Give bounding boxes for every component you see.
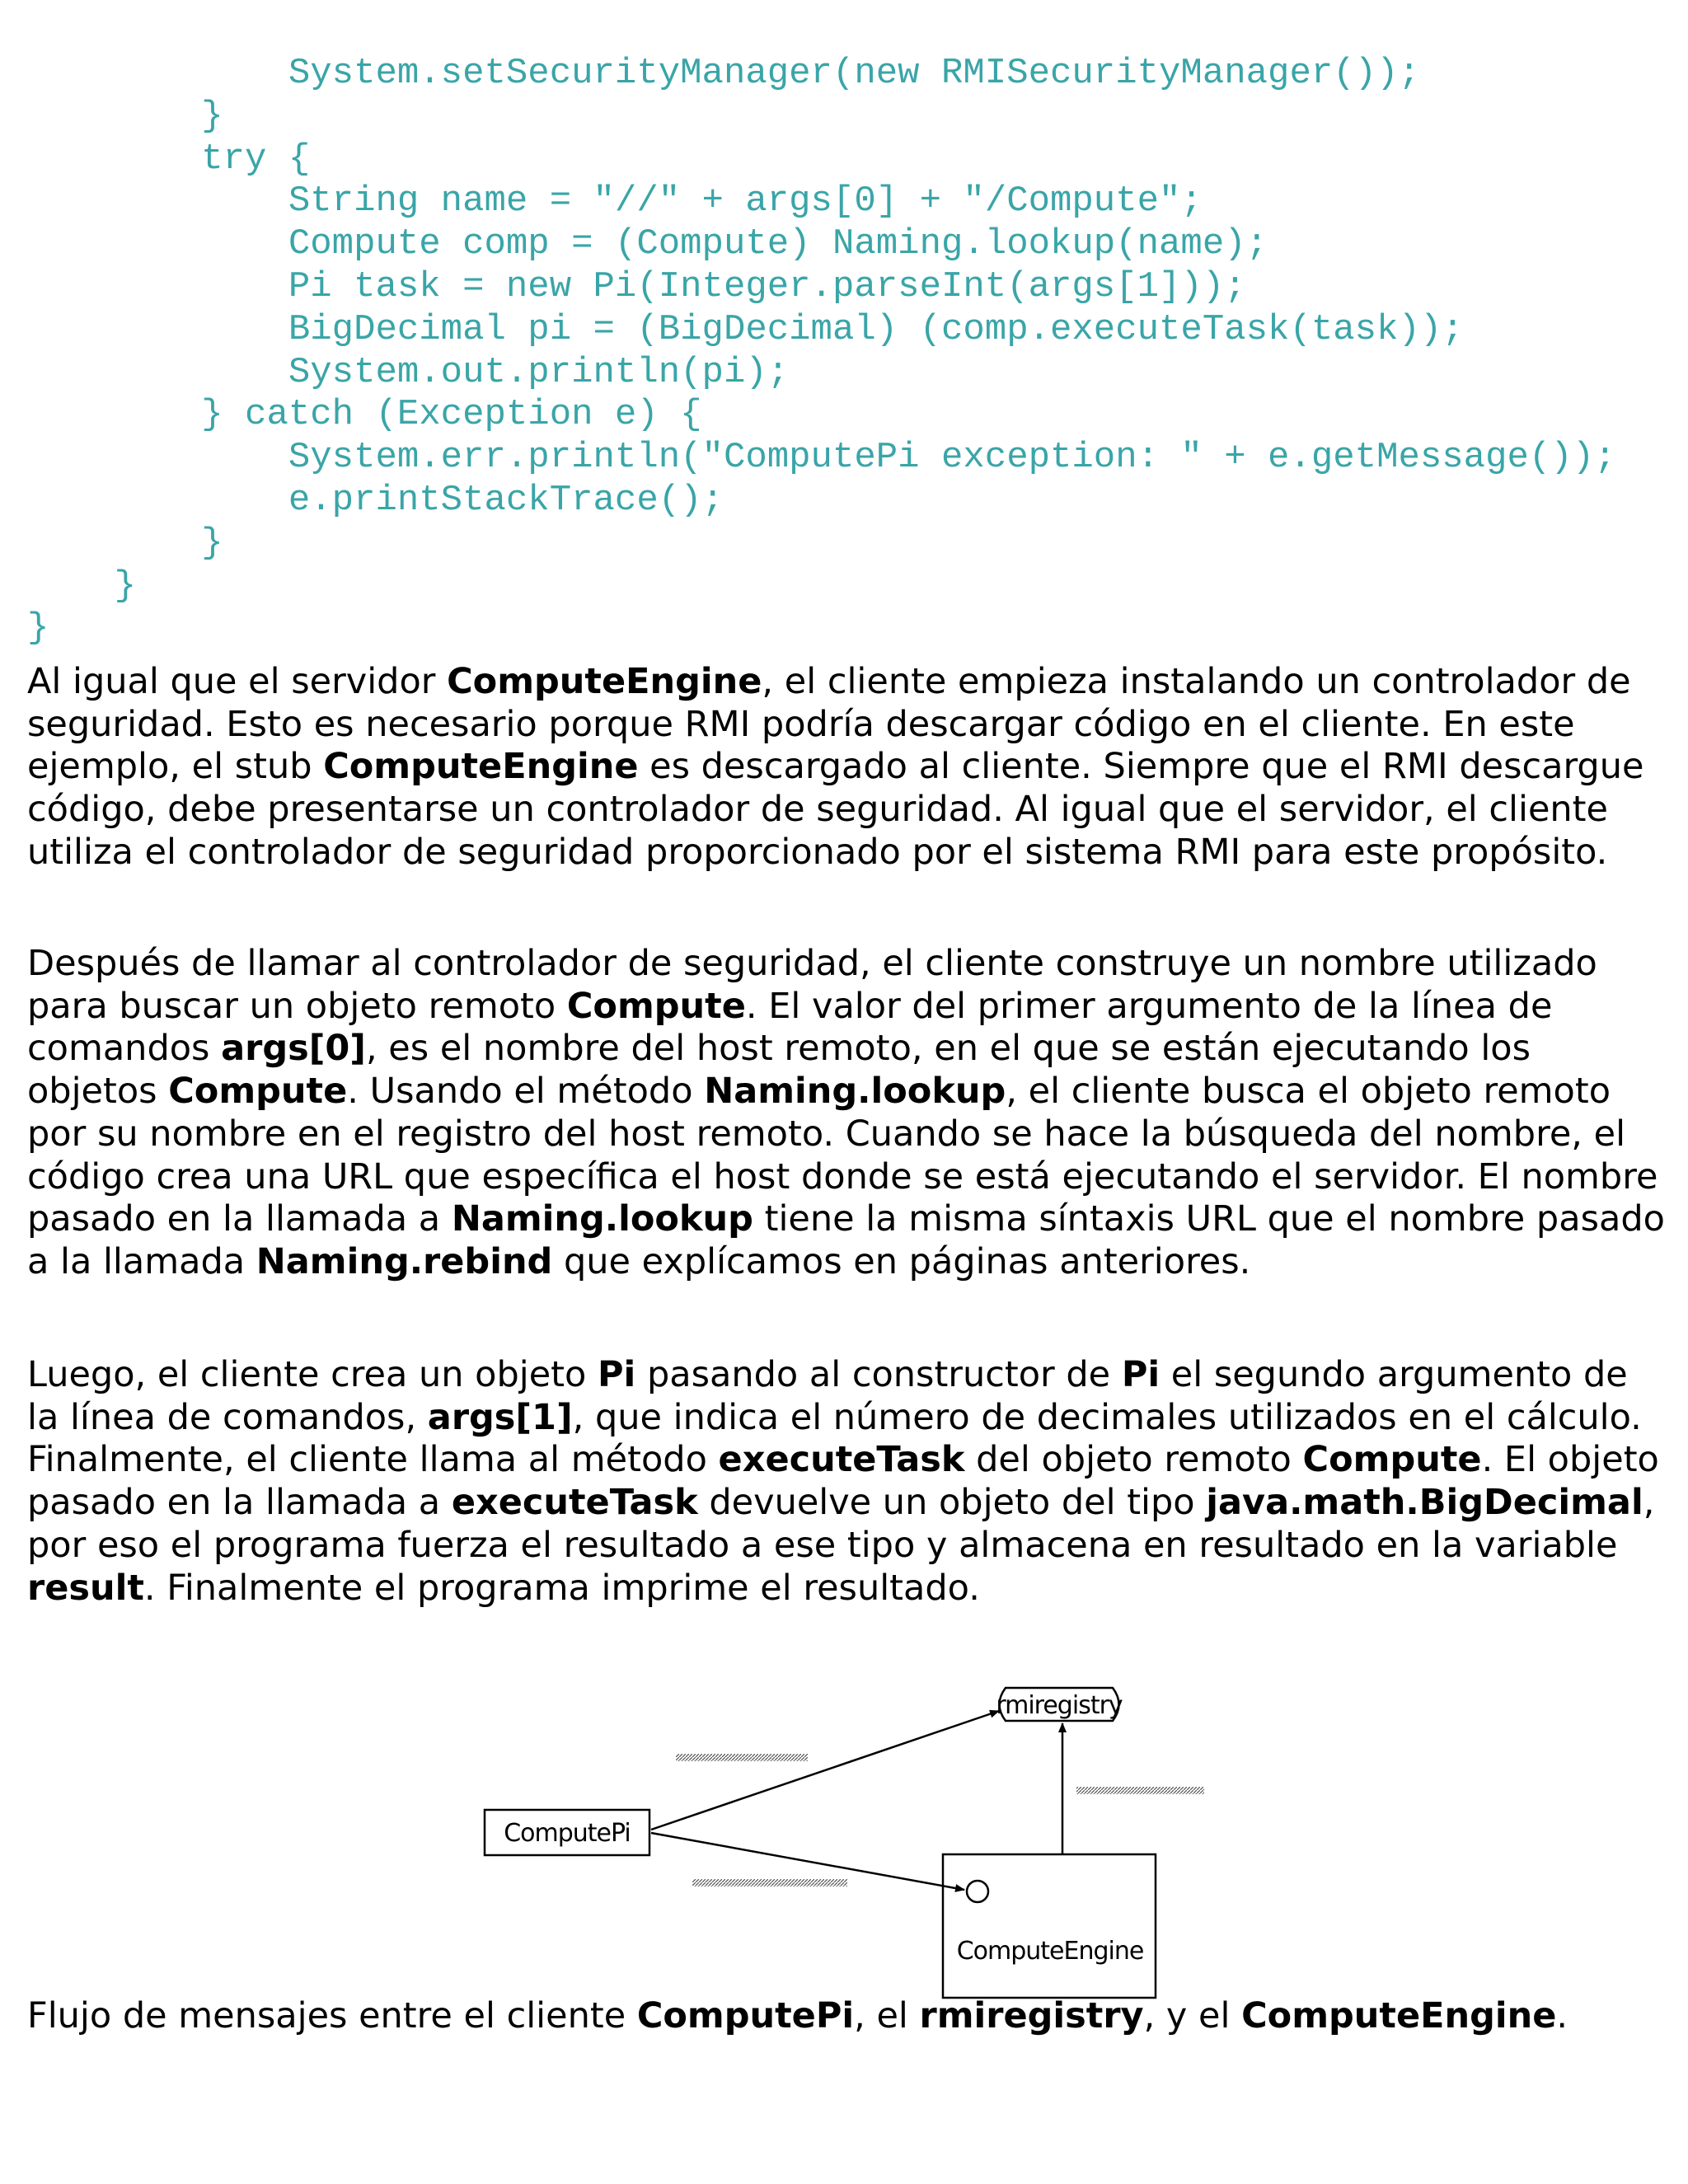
computepi-node	[485, 1810, 649, 1855]
text-run: . El valor del primer argumento de la línea de comandos	[27, 985, 1553, 1070]
bold-term: Compute	[168, 1071, 348, 1113]
rmiregistry-label: rmiregistry	[996, 1691, 1123, 1720]
code-line: BigDecimal pi = (BigDecimal) (comp.executeTask(task));	[27, 308, 1464, 350]
paragraph-security-manager	[27, 661, 1667, 874]
text-run: .	[1556, 1995, 1568, 2036]
text-run: el segundo argumento de la línea de comandos,	[27, 1354, 1628, 1438]
bold-term: java.math.BigDecimal	[1206, 1482, 1643, 1524]
text-run: es descargado al cliente. Siempre que el RMI descargue código, debe presentarse un controlador de seguridad. Al igual que el servidor, el cliente utiliza el controlador de seguridad proporcionado por el sistema RMI para este propósito.	[27, 746, 1644, 873]
bold-term: ComputePi	[636, 1995, 855, 2036]
text-run: . Finalmente el programa imprime el resultado.	[143, 1567, 980, 1609]
rmi-message-flow-diagram	[478, 1681, 1220, 2011]
bold-term: Compute	[1302, 1439, 1482, 1481]
bold-term: ComputeEngine	[1241, 1995, 1557, 2036]
text-run: devuelve un objeto del tipo	[697, 1482, 1207, 1524]
text-run: , que indica el número de decimales utilizados en el cálculo. Finalmente, el cliente llama al método	[27, 1396, 1642, 1481]
bold-term: ComputeEngine	[447, 661, 762, 702]
code-line: System.err.println("ComputePi exception: " + e.getMessage());	[27, 437, 1616, 479]
code-line: System.out.println(pi);	[27, 351, 790, 393]
text-run: , el cliente busca el objeto remoto por su nombre en el registro del host remoto. Cuando se hace la búsqueda del nombre, el código crea una URL que específica el host donde se está ejecutando el servidor. El nombre pasado en la llamada a	[27, 1071, 1658, 1240]
bold-term: executeTask	[451, 1482, 698, 1524]
code-listing	[27, 53, 1616, 650]
computeengine-label: ComputeEngine	[956, 1937, 1144, 1966]
text-run: , es el nombre del host remoto, en el que se están ejecutando los objetos	[27, 1028, 1531, 1113]
code-line: e.printStackTrace();	[27, 479, 724, 521]
arrow-client-to-registry	[651, 1711, 999, 1830]
text-run: , y el	[1143, 1995, 1242, 2036]
bold-term: executeTask	[718, 1439, 965, 1481]
bold-term: args[1]	[427, 1396, 573, 1438]
bold-term: Naming.rebind	[256, 1240, 553, 1282]
text-run: Flujo de mensajes entre el cliente	[27, 1995, 637, 2036]
text-run: Al igual que el servidor	[27, 661, 448, 702]
code-line: } catch (Exception e) {	[27, 394, 702, 436]
code-line: }	[27, 522, 223, 564]
figure-caption	[27, 1995, 1568, 2038]
text-run: . El objeto pasado en la llamada a	[27, 1439, 1659, 1524]
code-line: }	[27, 607, 49, 649]
bold-term: rmiregistry	[919, 1995, 1144, 2036]
bold-term: Naming.lookup	[451, 1198, 753, 1240]
text-run: , por eso el programa fuerza el resultado a ese tipo y almacena en resultado en la variable	[27, 1482, 1655, 1566]
bold-term: Compute	[566, 985, 746, 1027]
hatched-label-rebind	[1076, 1787, 1204, 1794]
code-line: }	[27, 565, 137, 607]
hatched-label-lookup	[676, 1754, 808, 1761]
text-run: tiene la misma síntaxis URL que el nombre pasado a la llamada	[27, 1198, 1665, 1282]
bold-term: args[0]	[221, 1028, 366, 1070]
code-line: Compute comp = (Compute) Naming.lookup(name);	[27, 223, 1268, 265]
text-run: Después de llamar al controlador de seguridad, el cliente construye un nombre utilizado para buscar un objeto remoto	[27, 943, 1597, 1027]
paragraph-execute-task	[27, 1354, 1667, 1610]
computeengine-node	[943, 1854, 1156, 1998]
bold-term: result	[27, 1567, 144, 1609]
code-line: }	[27, 95, 223, 137]
bold-term: Pi	[598, 1354, 636, 1395]
text-run: , el	[854, 1995, 920, 2036]
remote-interface-circle	[967, 1881, 988, 1902]
code-line: System.setSecurityManager(new RMISecurityManager());	[27, 53, 1420, 94]
code-line: try {	[27, 138, 311, 180]
hatched-label-remote-call	[692, 1879, 847, 1886]
code-line: Pi task = new Pi(Integer.parseInt(args[1]));	[27, 265, 1246, 307]
text-run: que explícamos en páginas anteriores.	[552, 1240, 1251, 1282]
bold-term: ComputeEngine	[323, 746, 639, 788]
text-run: pasando al constructor de	[635, 1354, 1122, 1395]
rmiregistry-node	[996, 1688, 1123, 1721]
text-run: , el cliente empieza instalando un controlador de seguridad. Esto es necesario porque RMI podría descargar código en el cliente. En este ejemplo, el stub	[27, 661, 1631, 788]
paragraph-naming-lookup	[27, 943, 1667, 1284]
text-run: . Usando el método	[347, 1071, 705, 1113]
code-line: String name = "//" + args[0] + "/Compute";	[27, 180, 1203, 223]
text-run: Luego, el cliente crea un objeto	[27, 1354, 598, 1395]
bold-term: Pi	[1121, 1354, 1160, 1395]
bold-term: Naming.lookup	[704, 1071, 1006, 1113]
computepi-label: ComputePi	[504, 1819, 631, 1848]
text-run: del objeto remoto	[964, 1439, 1303, 1481]
